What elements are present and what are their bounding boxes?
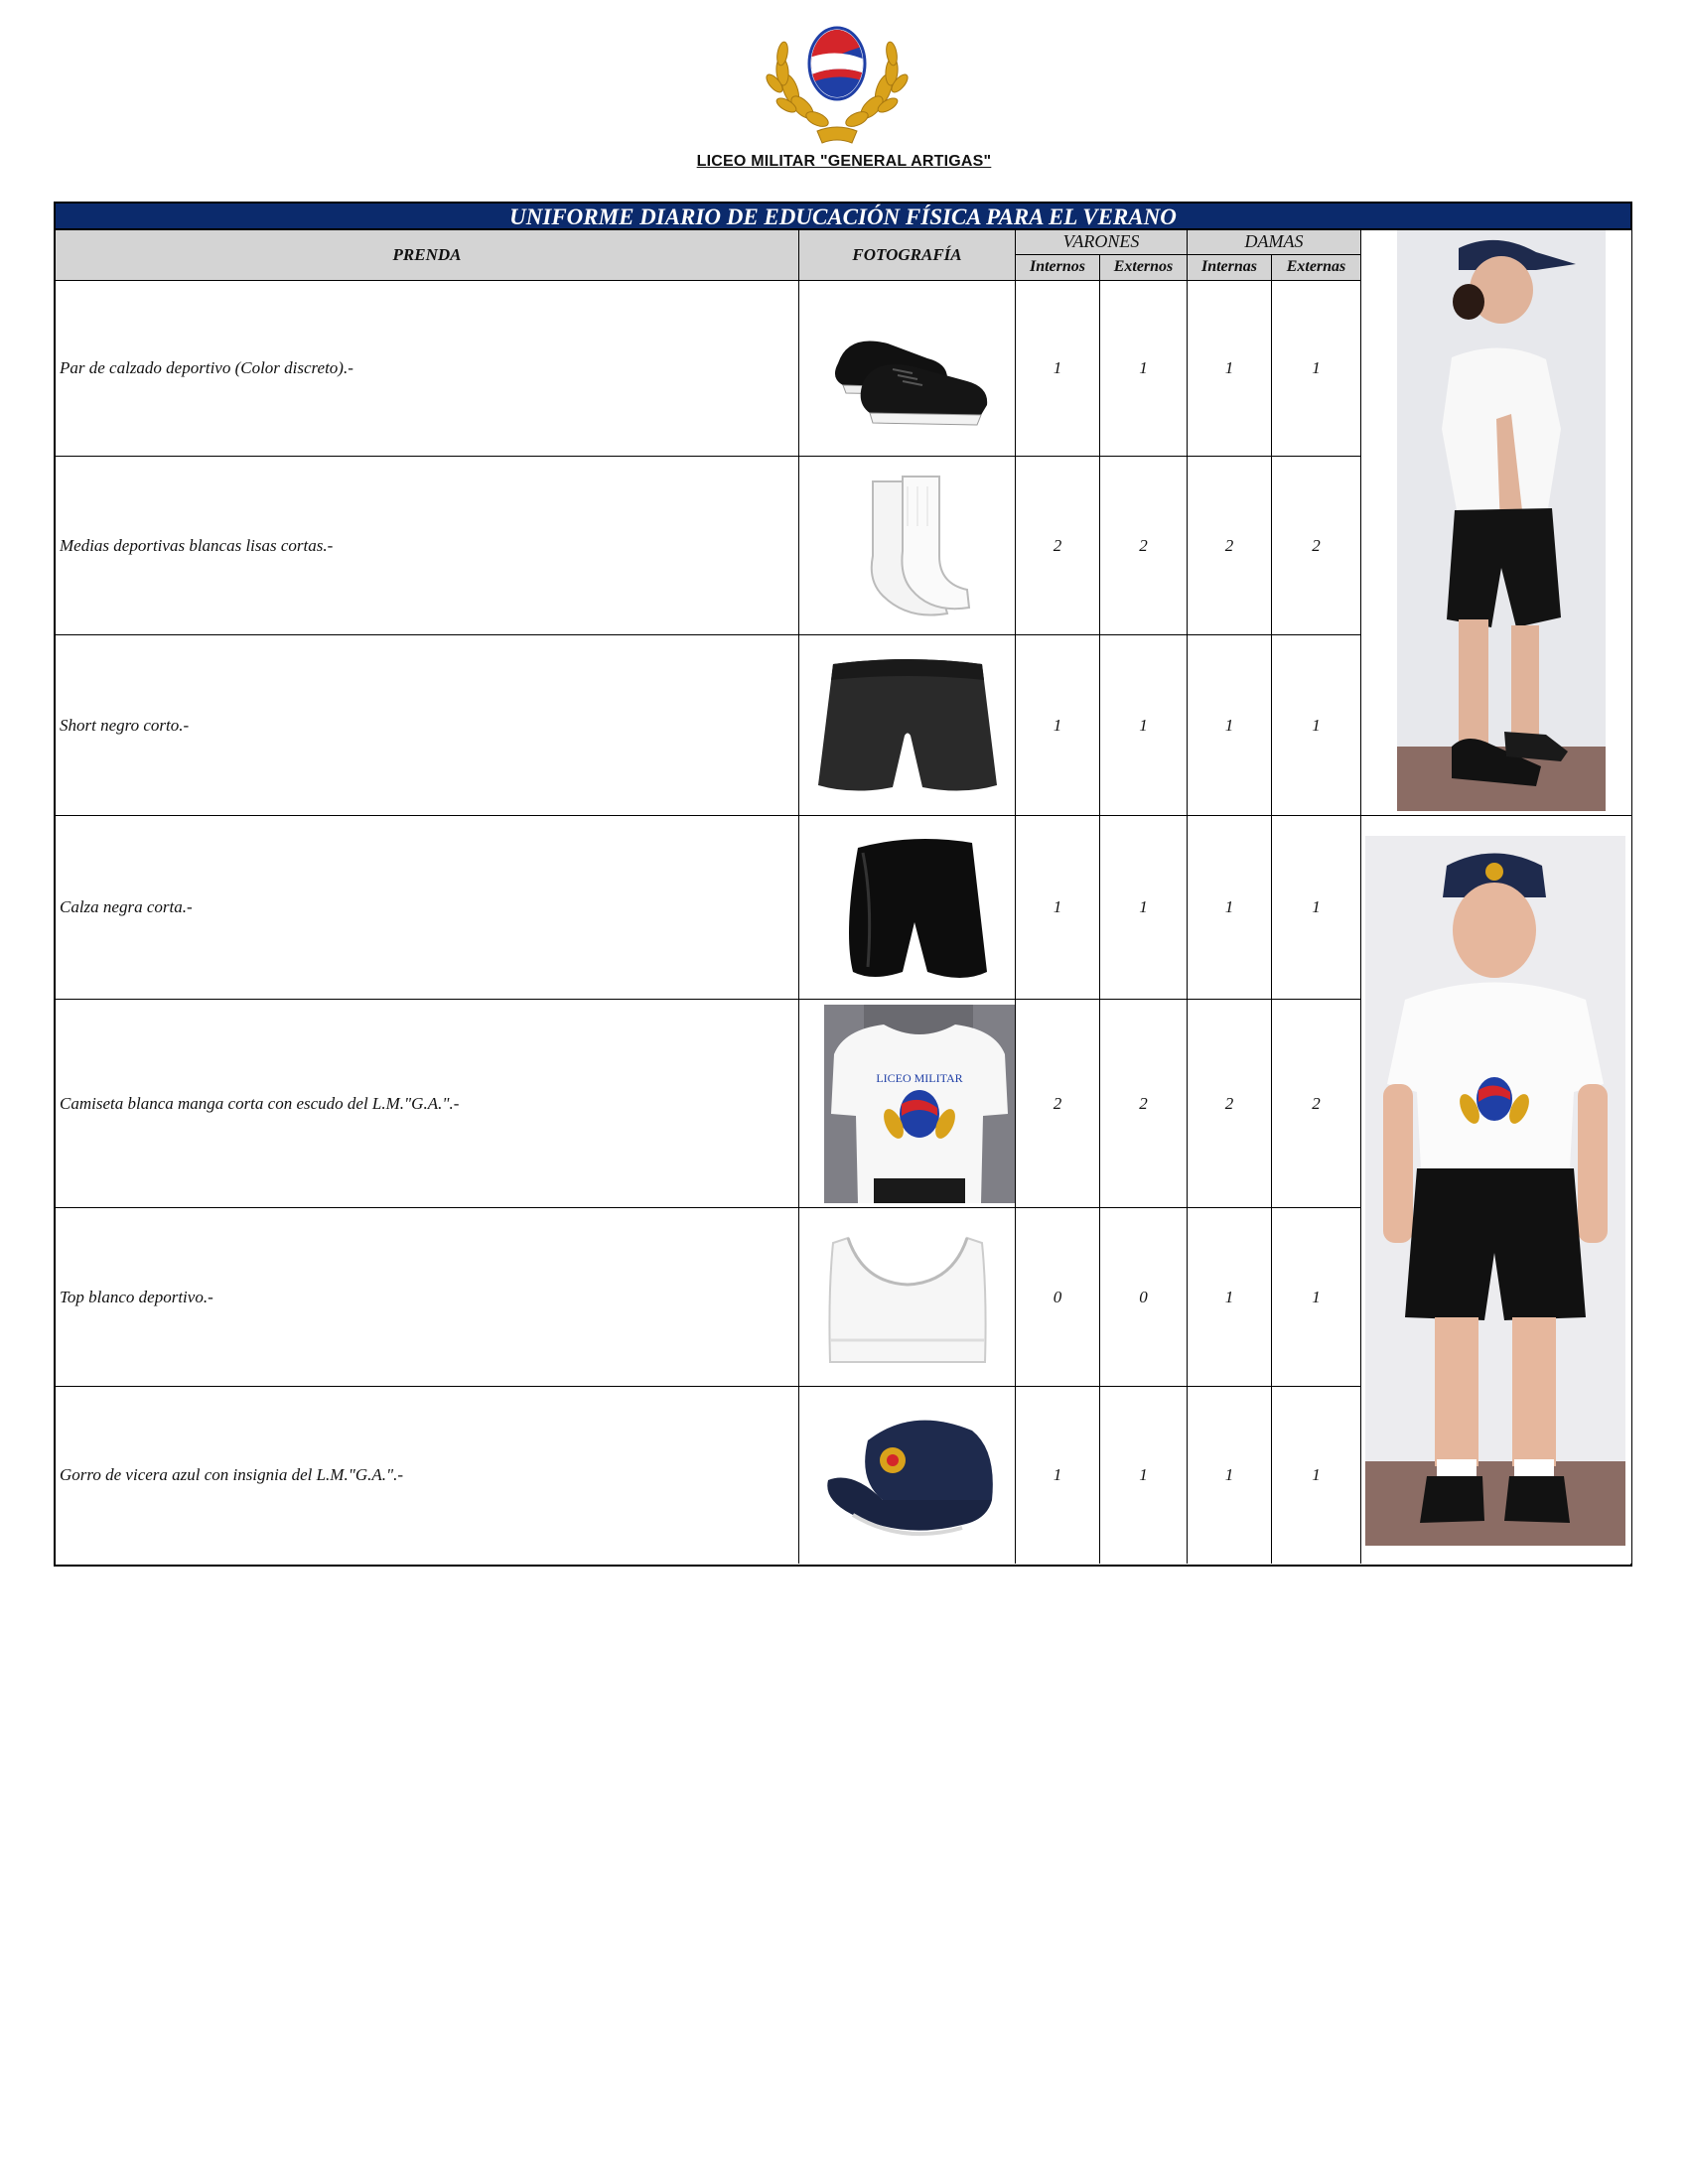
side-photo-cell-top (1361, 230, 1631, 816)
subheader-varones-internos (1016, 255, 1100, 281)
table-row-photo (799, 635, 1016, 816)
group-header-varones-label: VARONES (1062, 231, 1140, 251)
column-header-prenda-label: PRENDA (392, 245, 462, 264)
tshirt-emblem-text: LICEO MILITAR (876, 1070, 963, 1085)
subheader-damas-internas (1188, 255, 1272, 281)
uniform-table (54, 202, 1632, 1567)
column-header-fotografia (799, 230, 1016, 281)
table-row-varones-internos: 0 (1016, 1208, 1100, 1387)
sports-top-photo (818, 1223, 997, 1372)
table-row-varones-externos: 2 (1100, 457, 1188, 635)
shorts-photo (813, 646, 1002, 805)
table-row-varones-externos: 1 (1100, 1387, 1188, 1564)
tights-photo (823, 823, 992, 992)
table-row-damas-externas: 2 (1272, 1000, 1361, 1208)
student-front-view-photo (1365, 836, 1625, 1546)
table-row-damas-externas: 1 (1272, 1387, 1361, 1564)
table-title: UNIFORME DIARIO DE EDUCACIÓN FÍSICA PARA EL VERANO (56, 204, 1630, 230)
school-name: LICEO MILITAR "GENERAL ARTIGAS" (696, 153, 992, 170)
table-row-item: Calza negra corta.- (56, 816, 799, 1000)
table-row-photo (799, 281, 1016, 457)
table-row-item: Gorro de vicera azul con insignia del L.M."G.A.".- (56, 1387, 799, 1564)
column-header-prenda (56, 230, 799, 281)
table-row-photo (799, 1208, 1016, 1387)
side-photo-cell-bottom (1361, 816, 1631, 1564)
table-row-damas-internas: 1 (1188, 816, 1272, 1000)
table-row-damas-internas: 2 (1188, 457, 1272, 635)
table-row-damas-internas: 1 (1188, 635, 1272, 816)
table-row-varones-externos: 1 (1100, 281, 1188, 457)
group-header-damas-label: DAMAS (1244, 231, 1304, 251)
laurel-crest-logo (763, 20, 912, 151)
subheader-varones-internos-label: Internos (1029, 258, 1086, 275)
table-row-damas-internas: 1 (1188, 1387, 1272, 1564)
cap-photo (813, 1401, 1002, 1550)
table-row-varones-internos: 1 (1016, 635, 1100, 816)
table-row-photo (799, 457, 1016, 635)
subheader-damas-internas-label: Internas (1200, 258, 1258, 275)
table-row-varones-externos: 2 (1100, 1000, 1188, 1208)
table-row-item: Top blanco deportivo.- (56, 1208, 799, 1387)
group-header-varones (1016, 230, 1188, 255)
table-row-varones-externos: 1 (1100, 635, 1188, 816)
table-row-photo (799, 1387, 1016, 1564)
subheader-damas-externas (1272, 255, 1361, 281)
table-row-damas-externas: 1 (1272, 816, 1361, 1000)
group-header-damas (1188, 230, 1361, 255)
table-row-varones-internos: 2 (1016, 1000, 1100, 1208)
table-row-damas-internas: 1 (1188, 1208, 1272, 1387)
table-row-varones-internos: 1 (1016, 1387, 1100, 1564)
table-row-item: Camiseta blanca manga corta con escudo del L.M."G.A.".- (56, 1000, 799, 1208)
sneakers-photo (818, 304, 997, 433)
table-row-damas-externas: 1 (1272, 281, 1361, 457)
table-row-varones-externos: 1 (1100, 816, 1188, 1000)
table-row-item: Medias deportivas blancas lisas cortas.- (56, 457, 799, 635)
table-row-damas-externas: 1 (1272, 635, 1361, 816)
student-side-view-photo (1397, 230, 1606, 811)
table-row-damas-internas: 2 (1188, 1000, 1272, 1208)
table-row-damas-externas: 1 (1272, 1208, 1361, 1387)
table-row-photo (799, 1000, 1016, 1208)
subheader-varones-externos (1100, 255, 1188, 281)
socks-photo (828, 467, 987, 625)
table-row-damas-internas: 1 (1188, 281, 1272, 457)
table-row-photo (799, 816, 1016, 1000)
table-row-damas-externas: 2 (1272, 457, 1361, 635)
tshirt-photo (824, 1005, 1015, 1203)
table-row-item: Short negro corto.- (56, 635, 799, 816)
subheader-varones-externos-label: Externos (1113, 258, 1174, 275)
table-row-varones-externos: 0 (1100, 1208, 1188, 1387)
table-row-varones-internos: 2 (1016, 457, 1100, 635)
subheader-damas-externas-label: Externas (1286, 258, 1346, 275)
column-header-fotografia-label: FOTOGRAFÍA (852, 245, 962, 264)
table-row-varones-internos: 1 (1016, 816, 1100, 1000)
table-row-varones-internos: 1 (1016, 281, 1100, 457)
table-row-item: Par de calzado deportivo (Color discreto).- (56, 281, 799, 457)
